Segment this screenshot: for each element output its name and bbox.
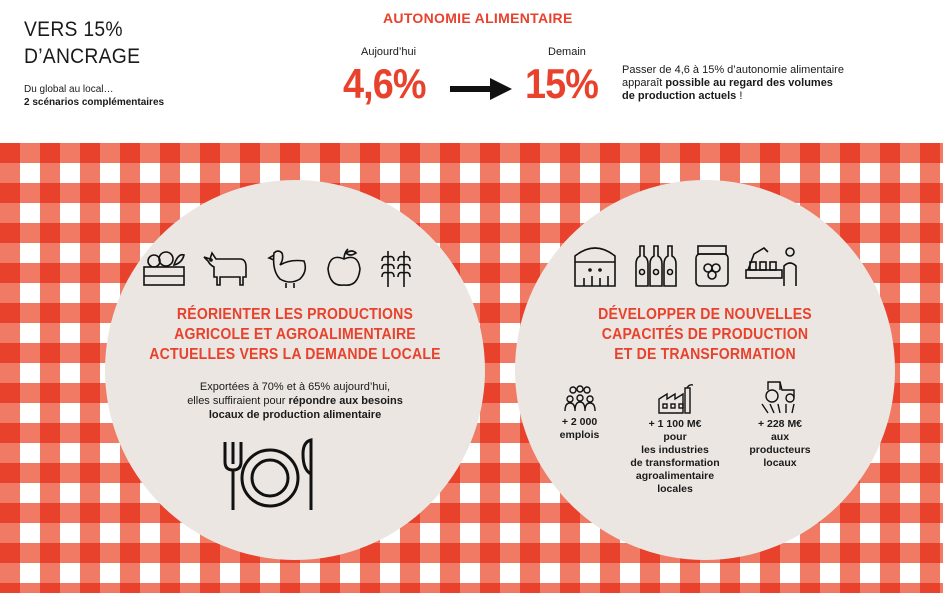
arrow-right-icon: [450, 78, 512, 100]
autonomy-text-line-3-bold: de production actuels: [622, 90, 737, 102]
left-heading-line-1: RÉORIENTER LES PRODUCTIONS: [176, 306, 414, 323]
left-desc-line-2-prefix: elles suffiraient pour: [187, 395, 289, 407]
stat-jobs-line-2: emplois: [559, 429, 600, 441]
factory-icon: [657, 384, 693, 414]
plate-utensils-icon: [215, 438, 325, 514]
subtitle-line-1: Du global au local…: [24, 84, 114, 95]
people-group-icon: [563, 384, 597, 412]
title-line-2: D’ANCRAGE: [24, 45, 141, 68]
left-desc-line-3-bold: locaux de production alimentaire: [208, 409, 382, 421]
page-title: [24, 16, 140, 70]
title-line-1: VERS 15%: [24, 18, 123, 41]
wheat-icon: [376, 245, 416, 289]
left-desc-line-2-bold: répondre aux besoins: [288, 395, 403, 407]
vegetable-crate-icon: [140, 245, 188, 289]
tomorrow-value: 15%: [525, 60, 598, 107]
chicken-icon: [264, 245, 312, 289]
left-heading-line-3: ACTUELLES VERS LA DEMANDE LOCALE: [149, 346, 441, 363]
stat-producers-line-1: + 228 M€: [757, 418, 803, 430]
autonomy-description: [622, 64, 844, 103]
stat-producers-line-2: aux: [770, 431, 790, 443]
left-icon-row: [140, 245, 416, 289]
right-heading-line-3: ET DE TRANSFORMATION: [614, 346, 796, 363]
stat-industries: [620, 384, 730, 496]
autonomy-text-line-1: Passer de 4,6 à 15% d’autonomie alimentaire: [622, 64, 844, 76]
greenhouse-icon: [572, 240, 618, 288]
stat-industries-line-6: locales: [657, 483, 693, 495]
left-description: [130, 380, 460, 422]
stat-industries-line-1: + 1 100 M€: [648, 418, 702, 430]
honey-jar-icon: [692, 240, 732, 288]
right-heading-line-2: CAPACITÉS DE PRODUCTION: [601, 326, 809, 343]
factory-worker-icon: [744, 240, 800, 288]
left-desc-line-1: Exportées à 70% et à 65% aujourd’hui,: [199, 381, 391, 393]
autonomy-text-line-2-bold: possible au regard des volumes: [665, 77, 833, 89]
right-plate: [515, 180, 895, 560]
cow-icon: [200, 245, 252, 289]
right-icon-row: [572, 240, 800, 288]
autonomy-text-line-3-suffix: !: [736, 90, 743, 102]
subtitle: [24, 83, 164, 109]
tractor-icon: [760, 380, 800, 414]
stat-industries-line-5: agroalimentaire: [635, 470, 715, 482]
stat-industries-line-2: pour: [663, 431, 687, 443]
stat-industries-line-3: les industries: [641, 444, 709, 456]
stat-producers-line-4: locaux: [763, 457, 797, 469]
left-heading-line-2: AGRICOLE ET AGROALIMENTAIRE: [174, 326, 416, 343]
today-value: 4,6%: [343, 60, 426, 107]
right-heading: [538, 305, 872, 365]
right-heading-line-1: DÉVELOPPER DE NOUVELLES: [598, 306, 812, 323]
tomorrow-label: Demain: [548, 46, 586, 58]
today-label: Aujourd’hui: [361, 46, 417, 58]
bottles-icon: [630, 240, 680, 288]
stat-jobs: [542, 384, 617, 442]
apple-icon: [324, 245, 364, 289]
stat-producers: [735, 380, 825, 470]
left-heading: [128, 305, 462, 365]
autonomy-text-line-2-prefix: apparaît: [622, 77, 666, 89]
stat-industries-line-4: de transformation: [630, 457, 720, 469]
autonomy-title: AUTONOMIE ALIMENTAIRE: [383, 10, 573, 26]
subtitle-line-2: 2 scénarios complémentaires: [24, 97, 165, 108]
stat-jobs-line-1: + 2 000: [561, 416, 598, 428]
stat-producers-line-3: producteurs: [749, 444, 811, 456]
